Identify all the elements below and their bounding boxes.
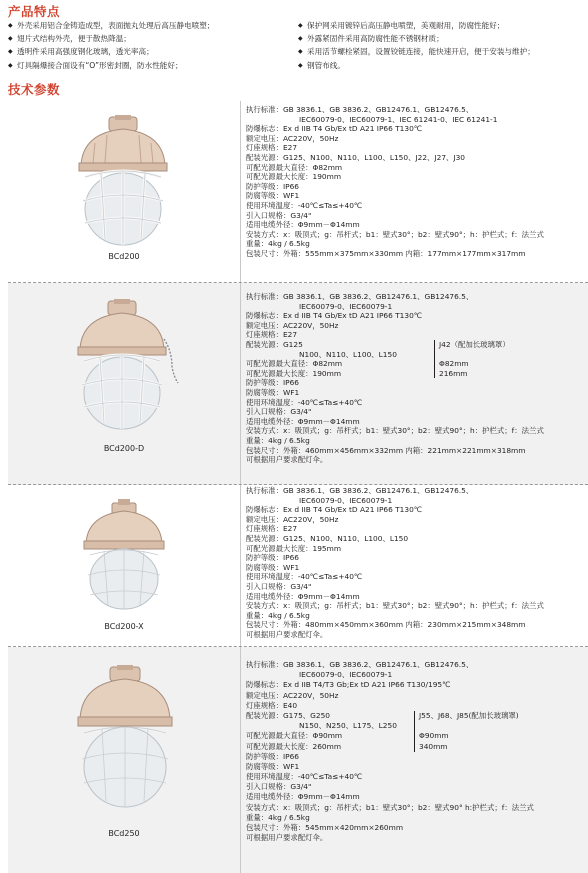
bullet-icon: ◆ <box>298 35 303 43</box>
product-row <box>8 283 588 485</box>
features-right-column <box>298 19 588 72</box>
product-row <box>8 485 588 647</box>
feature-item: ◆ 保护网采用镀锌后高压静电喷塑，美观耐用，防腐性能好； <box>298 19 588 32</box>
spec-text: 执行标准：GB 3836.1、GB 3836.2、GB12476.1、GB12476.5、 IEC60079-0、IEC60079-1、IEC 61241-0、IEC 61241-1 防爆标志：Ex d IIB T4 Gb/Ex tD A21 IP66 T130℃ 额定电压：AC220V，50Hz 灯座规格：E27 配装光源：G125、N100、N110、L100、L150、J22、J27、J30 可配光源最大直径：Φ82mm 可配光源最大长度：190mm 防护等级：IP66 防腐等级：WF1 使用环境温度：-40℃≤Ta≤+40℃ 引入口规格：G3/4" 适用电缆外径：Φ9mm－Φ14mm 安装方式：x：吸顶式；g：吊杆式；b1：壁式30°；b2：壁式90°；h：护栏式；f：法兰式 重量：4kg / 6.5kg 包装尺寸：外箱：555mm×375mm×330mm 内箱：177mm×177mm×317mm <box>246 105 544 258</box>
features-title: 产品特点 <box>8 4 61 19</box>
feature-item: ◆ 外壳采用铝合金铸造成型，表面抛丸处理后高压静电喷塑； <box>8 19 298 32</box>
product-model: BCd250 <box>108 829 140 838</box>
alt-light-source-column: J42（配加长玻璃罩） Φ82mm 216mm <box>434 340 510 378</box>
product-image-cell <box>8 647 241 873</box>
product-model: BCd200-X <box>104 622 144 631</box>
bullet-icon: ◆ <box>8 48 13 56</box>
spec-table <box>8 101 588 873</box>
product-image-cell <box>8 283 241 485</box>
features-left-column <box>8 19 298 72</box>
lamp-image <box>78 499 170 613</box>
product-row <box>8 101 588 283</box>
lamp-image <box>68 299 184 437</box>
alt-light-source-column: J55、J68、J85(配加长玻璃罩) Φ90mm 340mm <box>414 711 519 752</box>
bullet-icon: ◆ <box>298 61 303 69</box>
product-model: BCd200-D <box>103 444 145 453</box>
bullet-icon: ◆ <box>298 22 303 29</box>
product-model: BCd200 <box>108 252 140 261</box>
spec-text: 执行标准：GB 3836.1、GB 3836.2、GB12476.1、GB12476.5、 IEC60079-0、IEC60079-1 防爆标志：Ex d IIB T4/T3 Gb;Ex tD A21 IP66 T130/195℃ 额定电压：AC220V，50Hz 灯座规格：E40 配装光源：G175、G250 N150、N250、L175、L250 可配光源最大直径：Φ90mm 可配光源最大长度：260mm 防护等级：IP66 防腐等级：WF1 使用环境温度：-40℃≤Ta≤+40℃ 引入口规格：G3/4" 适用电缆外径：Φ9mm－Φ14mm 安装方式：x：吸顶式；g：吊杆式；b1：壁式30°；b2：壁式90° h:护栏式；f：法兰式 重量：4kg / 6.5kg 包装尺寸：外箱：545mm×420mm×260mm 可根据用户要求配灯伞。 J55、J68、J85(配加长玻璃罩) Φ90mm 340mm <box>246 660 534 843</box>
bullet-icon: ◆ <box>8 61 13 69</box>
feature-item: ◆ 灯具隔爆接合面设有“O”形密封圈，防水性能好； <box>8 59 298 72</box>
lamp-image <box>70 665 182 815</box>
specs-title: 技术参数 <box>8 82 61 97</box>
product-image-cell <box>8 485 241 647</box>
spec-text: 执行标准：GB 3836.1、GB 3836.2、GB12476.1、GB12476.5、 IEC60079-0、IEC60079-1 防爆标志：Ex d IIB T4 Gb/Ex tD A21 IP66 T130℃ 额定电压：AC220V，50Hz 灯座规格：E27 配装光源：G125、N100、N110、L100、L150 可配光源最大长度：195mm 防护等级：IP66 防腐等级：WF1 使用环境温度：-40℃≤Ta≤+40℃ 引入口规格：G3/4" 适用电缆外径：Φ9mm－Φ14mm 安装方式：x：吸顶式；g：吊杆式；b1：壁式30°；b2：壁式90°；h：护栏式；f：法兰式 重量：4kg / 6.5kg 包装尺寸：外箱：480mm×450mm×360mm 内箱：230mm×215mm×348mm 可根据用户要求配灯伞。 <box>246 486 544 639</box>
feature-item: ◆ 钢管布线。 <box>298 59 588 72</box>
lamp-image <box>71 115 175 253</box>
feature-item: ◆ 采用活节螺栓紧固，设置铰链连接，能快速开启，便于安装与维护； <box>298 45 588 58</box>
feature-item: ◆ 外露紧固件采用高防腐性能不锈钢材质； <box>298 32 588 45</box>
feature-item: ◆ 翅片式结构外壳，便于散热降温； <box>8 32 298 45</box>
bullet-icon: ◆ <box>298 48 303 56</box>
spec-text: 执行标准：GB 3836.1、GB 3836.2、GB12476.1、GB12476.5、 IEC60079-0、IEC60079-1 防爆标志：Ex d IIB T4 Gb/Ex tD A21 IP66 T130℃ 额定电压：AC220V，50Hz 灯座规格：E27 配装光源：G125 N100、N110、L100、L150 可配光源最大直径：Φ82mm 可配光源最大长度：190mm 防护等级：IP66 防腐等级：WF1 使用环境温度：-40℃≤Ta≤+40℃ 引入口规格：G3/4" 适用电缆外径：Φ9mm－Φ14mm 安装方式：x：吸顶式；g：吊杆式；b1：壁式30°；b2：壁式90°；h：护栏式；f：法兰式 重量：4kg / 6.5kg 包装尺寸：外箱：460mm×456mm×332mm 内箱：221mm×221mm×318mm 可根据用户要求配灯伞。 J42（配加长玻璃罩） Φ82mm 216mm <box>246 292 544 465</box>
bullet-icon: ◆ <box>8 22 13 29</box>
feature-item: ◆ 透明件采用高强度钢化玻璃，透光率高； <box>8 45 298 58</box>
product-image-cell <box>8 101 241 283</box>
bullet-icon: ◆ <box>8 35 13 43</box>
product-row <box>8 647 588 873</box>
